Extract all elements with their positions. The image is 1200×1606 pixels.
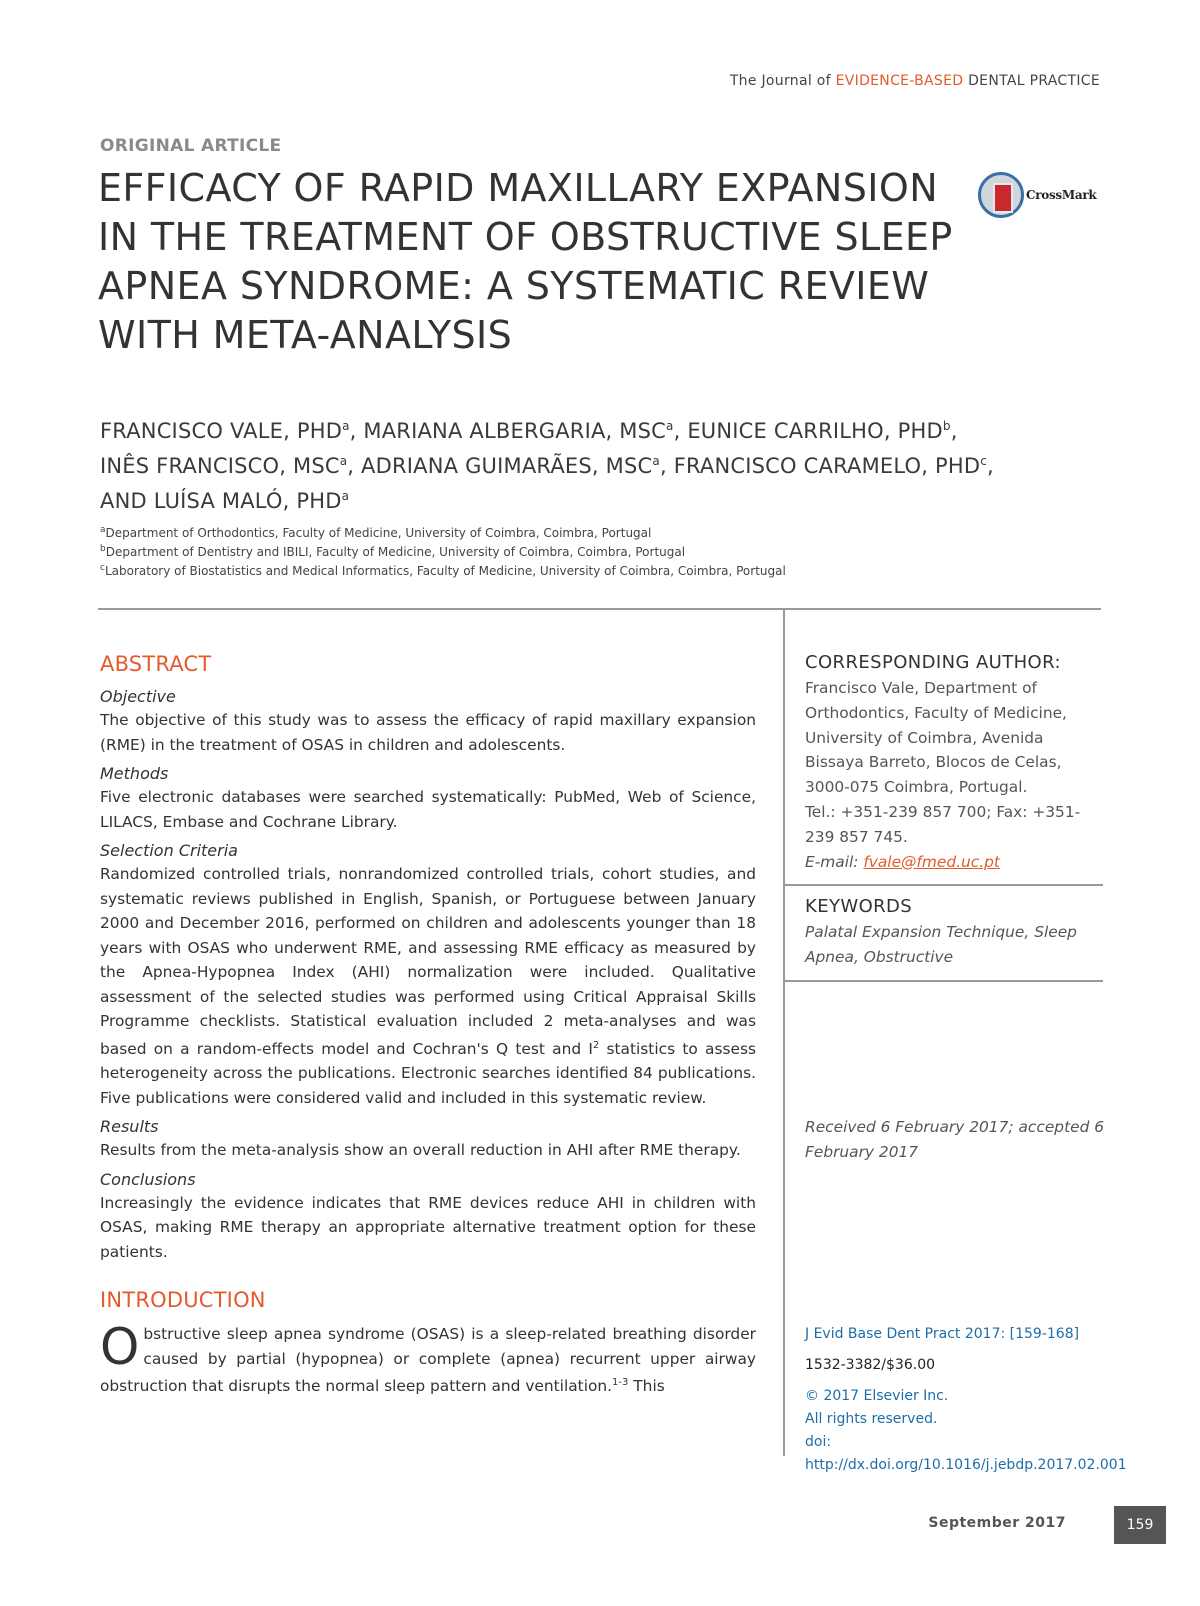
author: FRANCISCO CARAMELO, PHD$^c$, — [673, 454, 994, 478]
citation-block — [805, 1323, 1127, 1477]
author: AND LUÍSA MALÓ, PHD$^a$ — [100, 489, 350, 513]
citation-copyright: © 2017 Elsevier Inc. — [805, 1388, 949, 1404]
abstract-heading: ABSTRACT — [100, 652, 212, 676]
article-type: ORIGINAL ARTICLE — [100, 136, 282, 156]
corresponding-phone: Tel.: +351-239 857 700; Fax: +351-239 857 745. — [805, 802, 1081, 846]
author: EUNICE CARRILHO, PHD$^b$, — [687, 419, 958, 443]
author: INÊS FRANCISCO, MSC$^a$, — [100, 454, 362, 478]
objective-heading: Objective — [100, 687, 176, 706]
journal-prefix: The Journal of — [729, 73, 836, 89]
author: ADRIANA GUIMARÃES, MSC$^a$, — [361, 454, 674, 478]
results-heading: Results — [100, 1117, 159, 1137]
dropcap: O — [100, 1318, 140, 1377]
crossmark-icon — [978, 172, 1024, 218]
conclusions-text: Increasingly the evidence indicates that RME devices reduce AHI in children with OSAS, making RME therapy an appropriate alternative treatment option for these patients. — [100, 1193, 756, 1261]
affiliation: $^c$Laboratory of Biostatistics and Medical Informatics, Faculty of Medicine, University of Coimbra, Coimbra, Portugal — [100, 563, 786, 578]
methods-text: Five electronic databases were searched systematically: PubMed, Web of Science, LILACS, Embase and Cochrane Library. — [100, 788, 756, 831]
reference-link[interactable]: 1-3 — [612, 1377, 629, 1389]
criteria-text: Randomized controlled trials, nonrandomized controlled trials, cohort studies, and systematic reviews published in English, Spanish, or Portuguese between January 2000 and December 2016, performed on children and adolescents younger than 18 years with OSAS who underwent RME, and assessing RME efficacy as measured by the Apnea-Hypopnea Index (AHI) normalization were included. Qualitative assessment of the selected studies was performed using Critical Appraisal Skills Programme checklists. Statistical evaluation included 2 meta-analyses and was based on a random-effects model and Cochran's Q test and $I^2$ statistics to assess heterogeneity across the publications. Electronic searches identified 84 publications. Five publications were considered valid and included in this systematic review. — [100, 865, 756, 1107]
crossmark-label: CrossMark — [1026, 188, 1097, 202]
affiliations — [100, 522, 1000, 579]
received-date: Received 6 February 2017; accepted 6 February 2017 — [805, 1118, 1105, 1161]
page-number: 159 — [1114, 1506, 1166, 1544]
citation-issn: 1532-3382/$36.00 — [805, 1357, 936, 1373]
divider — [98, 608, 1101, 610]
journal-highlight: EVIDENCE-BASED — [835, 73, 964, 89]
methods-heading: Methods — [100, 764, 169, 783]
side-column — [805, 650, 1101, 990]
objective-text: The objective of this study was to assess the efficacy of rapid maxillary expansion (RME) in the treatment of OSAS in children and adolescents. — [100, 711, 756, 754]
author: MARIANA ALBERGARIA, MSC$^a$, — [363, 419, 688, 443]
main-column — [100, 652, 756, 1399]
issue-date: September 2017 — [928, 1515, 1066, 1531]
affiliation: $^a$Department of Orthodontics, Faculty of Medicine, University of Coimbra, Coimbra, Portugal — [100, 525, 652, 540]
keywords-text: Palatal Expansion Technique, Sleep Apnea, Obstructive — [805, 923, 1077, 967]
introduction-text: Obstructive sleep apnea syndrome (OSAS) is a sleep-related breathing disorder caused by partial (hypopnea) or complete (apnea) recurrent upper airway obstruction that disrupts the normal sleep pattern and ventilation.$^{1-3}$ This — [100, 1318, 756, 1396]
keywords-heading: KEYWORDS — [805, 896, 913, 918]
citation-rights: All rights reserved. — [805, 1411, 938, 1427]
conclusions-heading: Conclusions — [100, 1169, 196, 1189]
criteria-heading: Selection Criteria — [100, 841, 238, 860]
article-title: EFFICACY OF RAPID MAXILLARY EXPANSION IN THE TREATMENT OF OBSTRUCTIVE SLEEP APNEA SYNDROME: A SYSTEMATIC REVIEW WITH META-ANALYSIS — [98, 166, 953, 357]
introduction-heading: INTRODUCTION — [100, 1288, 266, 1313]
divider — [783, 884, 1103, 886]
journal-header — [730, 73, 1100, 89]
citation-journal: J Evid Base Dent Pract 2017: [159-168] — [805, 1326, 1080, 1342]
divider — [783, 980, 1103, 982]
author-list — [100, 411, 1100, 516]
author: FRANCISCO VALE, PHD$^a$, — [100, 419, 364, 443]
corresponding-heading: CORRESPONDING AUTHOR: — [805, 652, 1061, 673]
column-divider — [783, 608, 785, 1456]
doi-link[interactable]: http://dx.doi.org/10.1016/j.jebdp.2017.02.001 — [805, 1457, 1127, 1473]
affiliation: $^b$Department of Dentistry and IBILI, Faculty of Medicine, University of Coimbra, Coimbra, Portugal — [100, 544, 686, 559]
email-link[interactable]: fvale@fmed.uc.pt — [863, 852, 1000, 871]
citation-doi: doi: http://dx.doi.org/10.1016/j.jebdp.2017.02.001 — [805, 1434, 1127, 1473]
corresponding-address: Francisco Vale, Department of Orthodontics, Faculty of Medicine, University of Coimbra, Avenida Bissaya Barreto, Blocos de Celas, 3000-075 Coimbra, Portugal. — [805, 679, 1067, 797]
results-text: Results from the meta-analysis show an overall reduction in AHI after RME therapy. — [100, 1141, 741, 1160]
journal-suffix: DENTAL PRACTICE — [963, 73, 1100, 89]
corresponding-email: E-mail: fvale@fmed.uc.pt — [805, 852, 1000, 871]
crossmark-button[interactable] — [978, 172, 1096, 218]
